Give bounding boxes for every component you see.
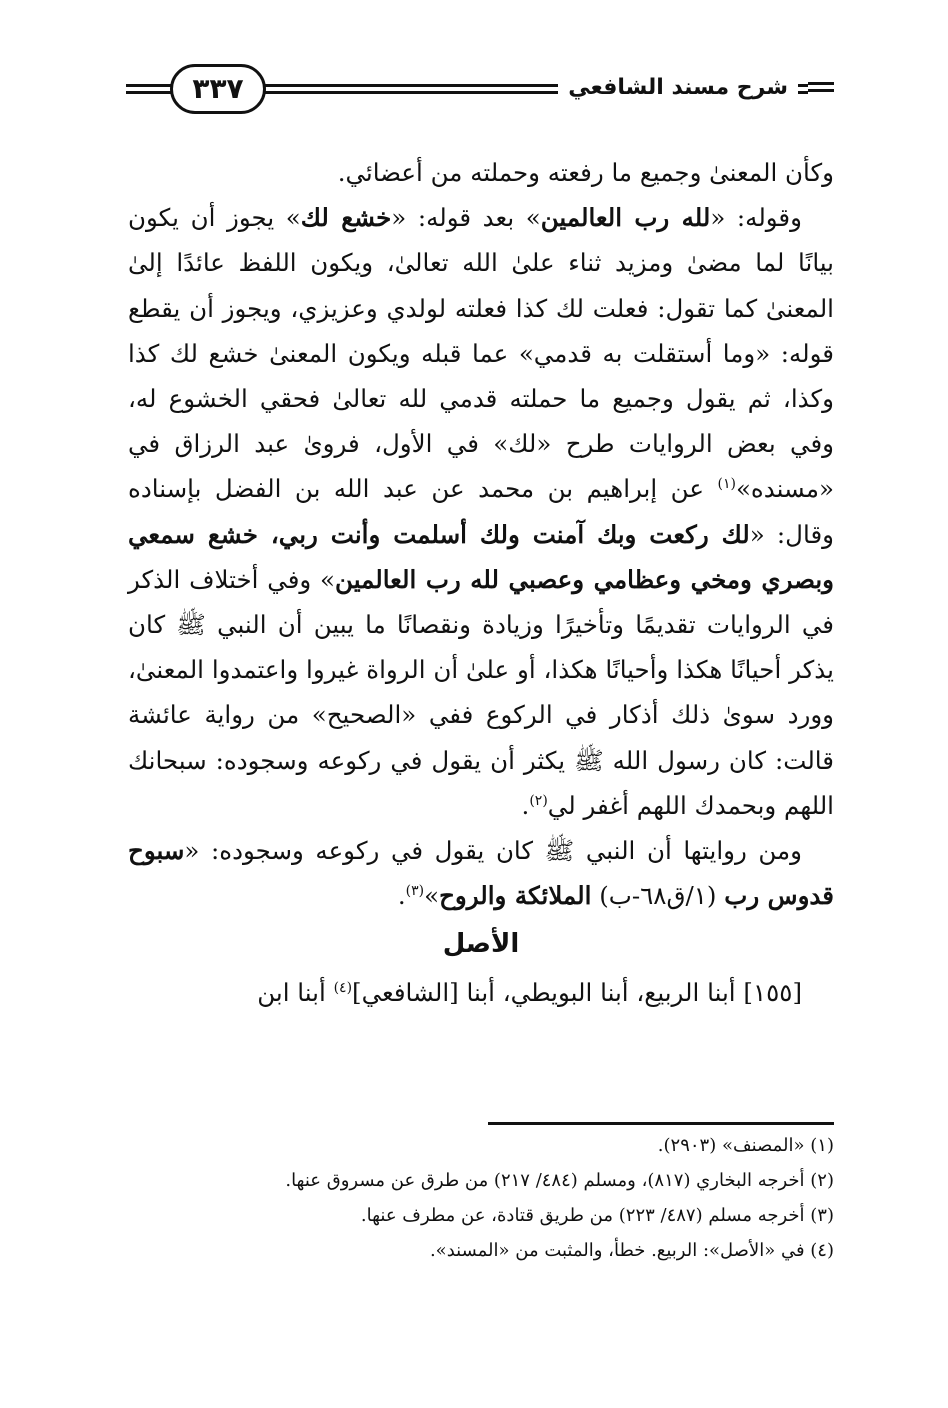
page-header [126, 60, 834, 120]
paragraph-1 [128, 150, 834, 195]
bold-quote: خشع لك [300, 203, 392, 233]
text-run: وقوله: « [710, 203, 802, 233]
text-run: » بعد قوله: « [391, 203, 541, 233]
footnotes [128, 1128, 834, 1268]
text-run: ومن روايتها أن النبي ﷺ كان يقول في ركوعه وسجوده: « [184, 836, 802, 866]
footnote-separator [488, 1122, 834, 1125]
section-heading: الأصل [442, 929, 520, 960]
footnote-1: (١) «المصنف» (٢٩٠٣). [657, 1135, 834, 1156]
text-run: أبنا ابن [257, 978, 334, 1008]
paragraph-2 [128, 195, 834, 828]
text-run: [١٥٥] أبنا الربيع، أبنا البويطي، أبنا [الشافعي] [352, 978, 802, 1008]
paragraph-4 [128, 970, 834, 1015]
text-run: » يجوز أن يكون بيانًا لما مضىٰ ومزيد ثناء علىٰ الله تعالىٰ، ويكون اللفظ عائدًا إلىٰ المعنىٰ كما تقول: فعلت لك كذا فعلته لولدي وعزيزي، ويجوز أن يقطع قوله: «وما أستقلت به قدمي» عما قبله ويكون المعنىٰ خشع لك كذا وكذا، ثم يقول وجميع ما حملته قدمي لله تعالىٰ فحقي الخشوع له، وفي بعض الروايات طرح «لك» في الأول، فروىٰ عبد الرزاق في «مسنده» [128, 203, 834, 504]
bold-quote: الملائكة والروح [439, 881, 592, 911]
main-text [128, 150, 834, 1016]
footnote-ref-2: (٢) [529, 792, 548, 809]
footnote-ref-4: (٤) [333, 980, 353, 997]
footnote-3: (٣) أخرجه مسلم (٤٨٧/ ٢٢٣) من طريق قتادة، عن مطرف عنها. [360, 1205, 834, 1226]
footnote-ref-1: (١) [717, 476, 736, 493]
bold-quote: لله رب العالمين [540, 203, 711, 233]
page-number: ٣٣٧ [170, 64, 266, 114]
text-run: » [424, 881, 440, 911]
footnote-2: (٢) أخرجه البخاري (٨١٧)، ومسلم (٤٨٤/ ٢١٧) من طرق عن مسروق عنها. [285, 1170, 834, 1191]
text-run: . [397, 881, 406, 911]
manuscript-ref: (١/ق٦٨-ب) [591, 881, 725, 911]
running-title: شرح مسند الشافعي [558, 70, 798, 106]
header-end-mark [808, 78, 834, 96]
bold-quote: لك ركعت وبك آمنت ولك أسلمت وأنت ربي، خشع سمعي وبصري ومخي وعظامي وعصبي لله رب العالمين [128, 519, 834, 594]
paragraph-1-text: وكأن المعنىٰ وجميع ما رفعته وحملته من أعضائي. [337, 158, 834, 187]
bold-quote: سبوح قدوس رب [128, 836, 834, 911]
paragraph-3 [128, 828, 834, 918]
footnote-4: (٤) في «الأصل»: الربيع. خطأ، والمثبت من «المسند». [429, 1240, 834, 1261]
footnote-ref-3: (٣) [405, 883, 425, 900]
text-run: عن إبراهيم بن محمد عن عبد الله بن الفضل بإسناده وقال: « [128, 474, 834, 549]
text-run: » وفي أختلاف الذكر في الروايات تقديمًا وتأخيرًا وزيادة ونقصانًا ما يبين أن النبي ﷺ كان يذكر أحيانًا هكذا وأحيانًا هكذا، أو علىٰ أن الرواة غيروا واعتمدوا المعنىٰ، وورد سوىٰ ذلك أذكار في الركوع ففي «الصحيح» من رواية عائشة قالت: كان رسول الله ﷺ يكثر أن يقول في ركوعه وسجوده: سبحانك اللهم وبحمدك اللهم أغفر لي [128, 564, 834, 820]
text-run: . [521, 790, 530, 820]
